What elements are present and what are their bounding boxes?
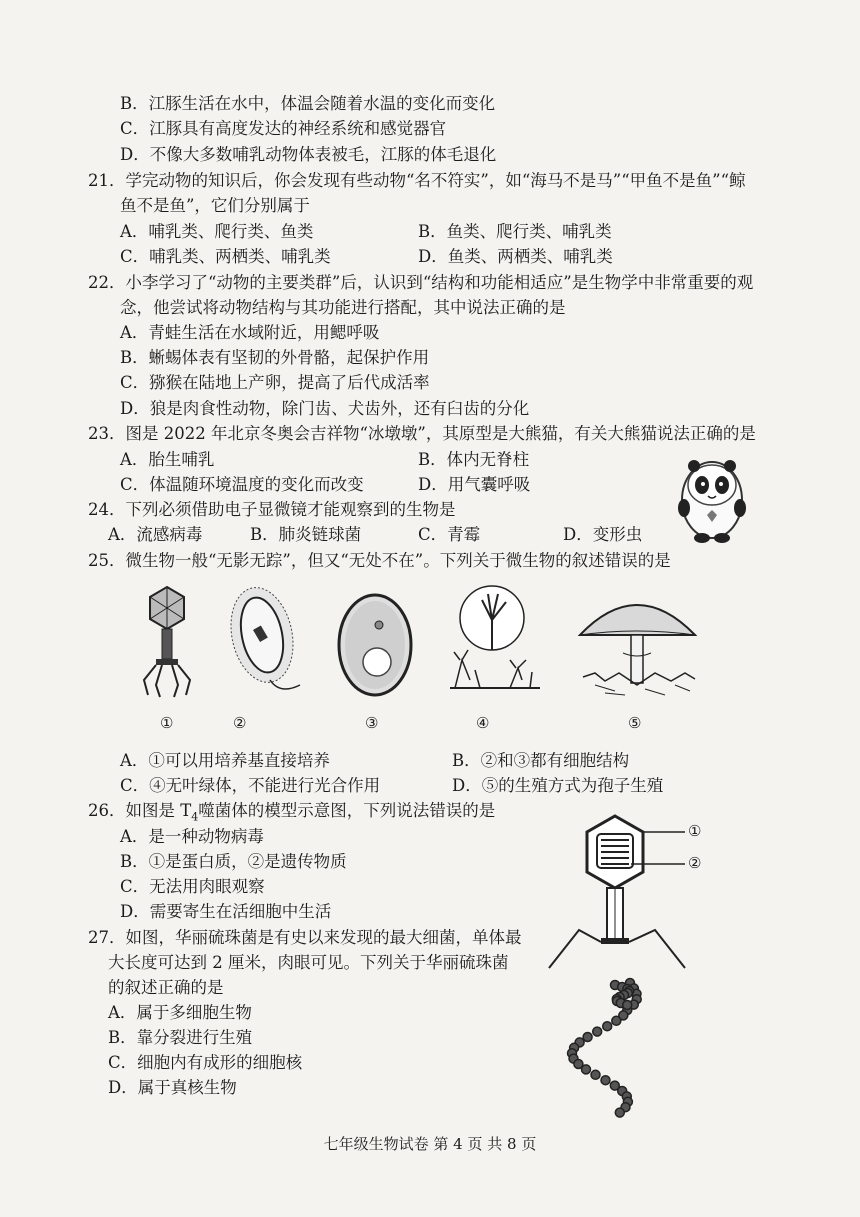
q27-option-a: A．属于多细胞生物 xyxy=(108,1003,252,1022)
q26-stem xyxy=(88,800,495,828)
yeast-cell-illustration xyxy=(335,590,415,700)
q22-option-c: C．猕猴在陆地上产卵，提高了后代成活率 xyxy=(120,373,430,392)
microbe-label-1: ① xyxy=(160,714,174,732)
q25-option-c: C．④无叶绿体，不能进行光合作用 xyxy=(120,776,381,795)
q20-option-c: C．江豚具有高度发达的神经系统和感觉器官 xyxy=(120,119,447,138)
q23-option-a: A．胎生哺乳 xyxy=(120,450,215,469)
q25-option-b: B．②和③都有细胞结构 xyxy=(452,751,630,770)
q27-option-d: D．属于真核生物 xyxy=(108,1078,237,1097)
q22-option-b: B．蜥蜴体表有坚韧的外骨骼，起保护作用 xyxy=(120,348,430,367)
q26-option-d: D．需要寄生在活细胞中生活 xyxy=(120,902,332,921)
bead xyxy=(623,1001,632,1010)
bead xyxy=(603,1022,612,1031)
q26-option-b: B．①是蛋白质，②是遗传物质 xyxy=(120,852,347,871)
q27-stem-line3: 的叙述正确的是 xyxy=(108,978,224,997)
q21-stem-line1: 21．学完动物的知识后，你会发现有些动物“名不符实”，如“海马不是马”“甲鱼不是鱼”“鲸 xyxy=(88,171,746,190)
q26-stem-pre: 26．如图是 T xyxy=(88,801,192,820)
q24-option-c: C．青霉 xyxy=(418,525,481,544)
page-footer: 七年级生物试卷 第 4 页 共 8 页 xyxy=(323,1135,537,1153)
q21-option-b: B．鱼类、爬行类、哺乳类 xyxy=(418,222,612,241)
q25-stem: 25．微生物一般“无影无踪”，但又“无处不在”。下列关于微生物的叙述错误的是 xyxy=(88,551,671,570)
microbe-label-5: ⑤ xyxy=(628,714,642,732)
microbe-label-3: ③ xyxy=(365,714,379,732)
bing-dwen-dwen-illustration xyxy=(672,450,752,545)
bead xyxy=(591,1070,600,1079)
q21-option-c: C．哺乳类、两栖类、哺乳类 xyxy=(120,247,331,266)
q26-option-a: A．是一种动物病毒 xyxy=(120,827,264,846)
q20-option-b: B．江豚生活在水中，体温会随着水温的变化而变化 xyxy=(120,94,496,113)
q21-stem-line2: 鱼不是鱼”，它们分别属于 xyxy=(120,196,310,215)
q22-option-d: D．狼是肉食性动物，除门齿、犬齿外，还有臼齿的分化 xyxy=(120,399,530,418)
q24-option-d: D．变形虫 xyxy=(563,525,643,544)
penicillium-illustration xyxy=(440,580,550,705)
bacteriophage-illustration xyxy=(140,585,195,700)
q22-option-a: A．青蛙生活在水域附近，用鳃呼吸 xyxy=(120,323,380,342)
q24-option-b: B．肺炎链球菌 xyxy=(250,525,362,544)
q24-stem: 24．下列必须借助电子显微镜才能观察到的生物是 xyxy=(88,500,456,519)
q23-option-b: B．体内无脊柱 xyxy=(418,450,530,469)
q25-option-d: D．⑤的生殖方式为孢子生殖 xyxy=(452,776,664,795)
q23-option-d: D．用气囊呼吸 xyxy=(418,475,531,494)
q27-stem-line2: 大长度可达到 2 厘米，肉眼可见。下列关于华丽硫珠菌 xyxy=(108,953,509,972)
q26-option-c: C．无法用肉眼观察 xyxy=(120,877,265,896)
q23-option-c: C．体温随环境温度的变化而改变 xyxy=(120,475,364,494)
q25-option-a: A．①可以用培养基直接培养 xyxy=(120,751,330,770)
bead xyxy=(612,1016,621,1025)
q24-option-a: A．流感病毒 xyxy=(108,525,203,544)
q20-option-d: D．不像大多数哺乳动物体表被毛，江豚的体毛退化 xyxy=(120,145,497,164)
q27-option-b: B．靠分裂进行生殖 xyxy=(108,1028,253,1047)
bead xyxy=(593,1027,602,1036)
mushroom-illustration xyxy=(575,585,700,700)
bead xyxy=(582,1065,591,1074)
q26-stem-post: 噬菌体的模型示意图，下列说法错误的是 xyxy=(198,801,496,820)
microbe-label-4: ④ xyxy=(476,714,490,732)
q23-stem: 23．图是 2022 年北京冬奥会吉祥物“冰墩墩”，其原型是大熊猫，有关大熊猫说法正确的是 xyxy=(88,424,756,443)
phage-label-2: ② xyxy=(688,854,702,872)
phage-label-1: ① xyxy=(688,822,702,840)
q26-stem-sub: 4 xyxy=(191,810,199,824)
q27-option-c: C．细胞内有成形的细胞核 xyxy=(108,1053,303,1072)
q27-stem-line1: 27．如图，华丽硫珠菌是有史以来发现的最大细菌，单体最 xyxy=(88,928,522,947)
bead xyxy=(615,1108,624,1117)
bacterium-illustration xyxy=(220,585,310,700)
thiomargarita-bacterium-illustration xyxy=(560,975,670,1125)
microbe-label-2: ② xyxy=(233,714,247,732)
bead xyxy=(601,1076,610,1085)
q21-option-d: D．鱼类、两栖类、哺乳类 xyxy=(418,247,613,266)
q21-option-a: A．哺乳类、爬行类、鱼类 xyxy=(120,222,314,241)
q22-stem-line2: 念，他尝试将动物结构与其功能进行搭配，其中说法正确的是 xyxy=(120,298,566,317)
q22-stem-line1: 22．小李学习了“动物的主要类群”后，认识到“结构和功能相适应”是生物学中非常重要的观 xyxy=(88,273,754,292)
bead xyxy=(583,1033,592,1042)
